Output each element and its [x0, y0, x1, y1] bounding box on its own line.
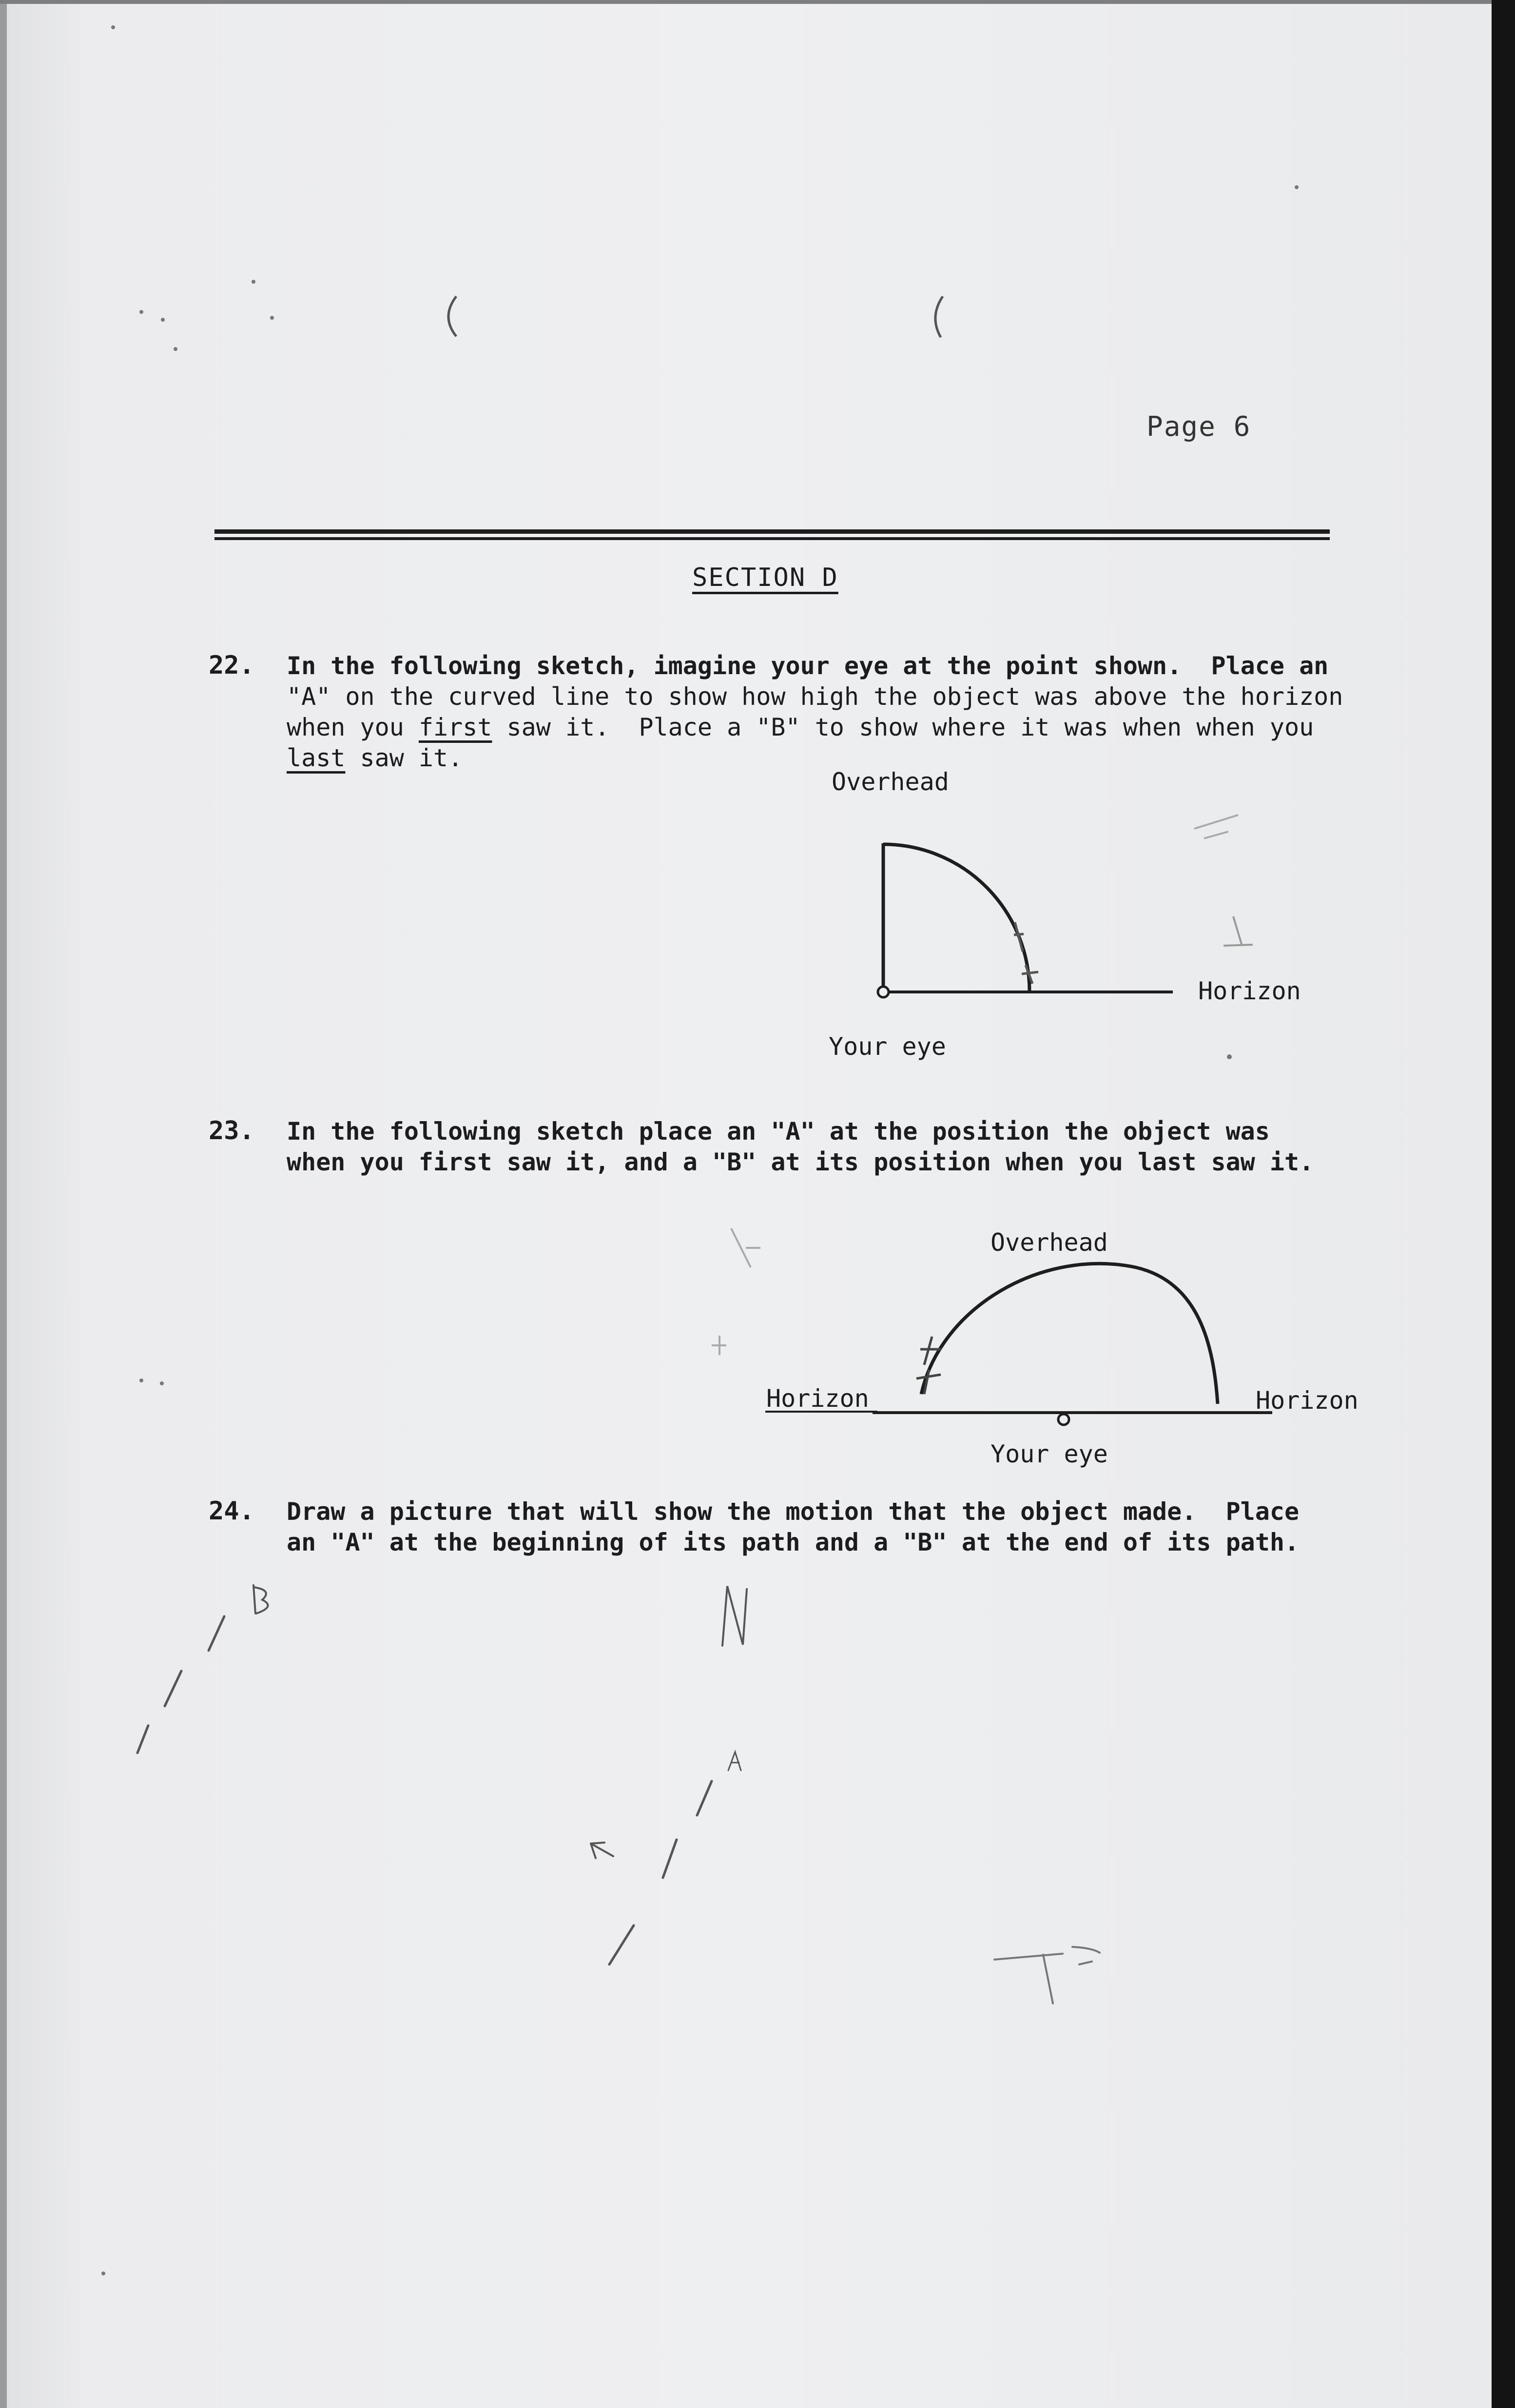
q23-line1: In the following sketch place an "A" at the position the object was [287, 1117, 1270, 1146]
q22-line4-post: saw it. [345, 744, 463, 772]
q24-handwriting [137, 1585, 1100, 2003]
q22-line3-post: saw it. Place a "B" to show where it was when when you [492, 713, 1314, 741]
q22-label-your-eye: Your eye [829, 1032, 946, 1061]
q24-mark-n [722, 1586, 747, 1646]
q24-dash-3 [137, 1726, 148, 1753]
q22-line2: "A" on the curved line to show how high the object was above the horizon [287, 682, 1343, 711]
q24-arrow-mark [591, 1843, 613, 1858]
q24-mark-b [253, 1585, 268, 1613]
section-title: SECTION D [692, 563, 838, 592]
q23-label-your-eye: Your eye [991, 1440, 1108, 1468]
q22-line1: In the following sketch, imagine your eye at the point shown. Place an [287, 652, 1329, 680]
q23-line2: when you first saw it, and a "B" at its position when you last saw it. [287, 1148, 1314, 1176]
page-number: Page 6 [1146, 411, 1251, 443]
q22-last-underlined: last [287, 744, 346, 772]
q23-label-horizon-left: Horizon [766, 1384, 869, 1413]
scan-bracket-marks [448, 296, 943, 337]
q24-dash-6 [609, 1925, 634, 1964]
q24-dash-5 [663, 1840, 677, 1878]
q24-line1: Draw a picture that will show the motion that the object made. Place [287, 1497, 1300, 1526]
q22-line3-pre: when you [287, 713, 419, 741]
q24-number: 24. [209, 1496, 254, 1526]
q24-dash-2 [165, 1671, 181, 1706]
q22-first-underlined: first [418, 713, 492, 741]
q24-line2: an "A" at the beginning of its path and a "B" at the end of its path. [287, 1528, 1300, 1556]
q24-dash-1 [209, 1616, 224, 1651]
q22-label-overhead: Overhead [832, 768, 949, 796]
q23-label-horizon-right: Horizon [1256, 1386, 1359, 1415]
q24-mark-a-large [994, 1947, 1100, 2003]
q23-number: 23. [209, 1116, 254, 1146]
q23-label-overhead: Overhead [991, 1228, 1108, 1257]
q22-label-horizon: Horizon [1198, 977, 1301, 1005]
q24-dash-4 [697, 1781, 712, 1815]
q24-mark-a-small [728, 1752, 741, 1770]
q22-number: 22. [209, 651, 254, 680]
scan-specks [101, 25, 1299, 2275]
